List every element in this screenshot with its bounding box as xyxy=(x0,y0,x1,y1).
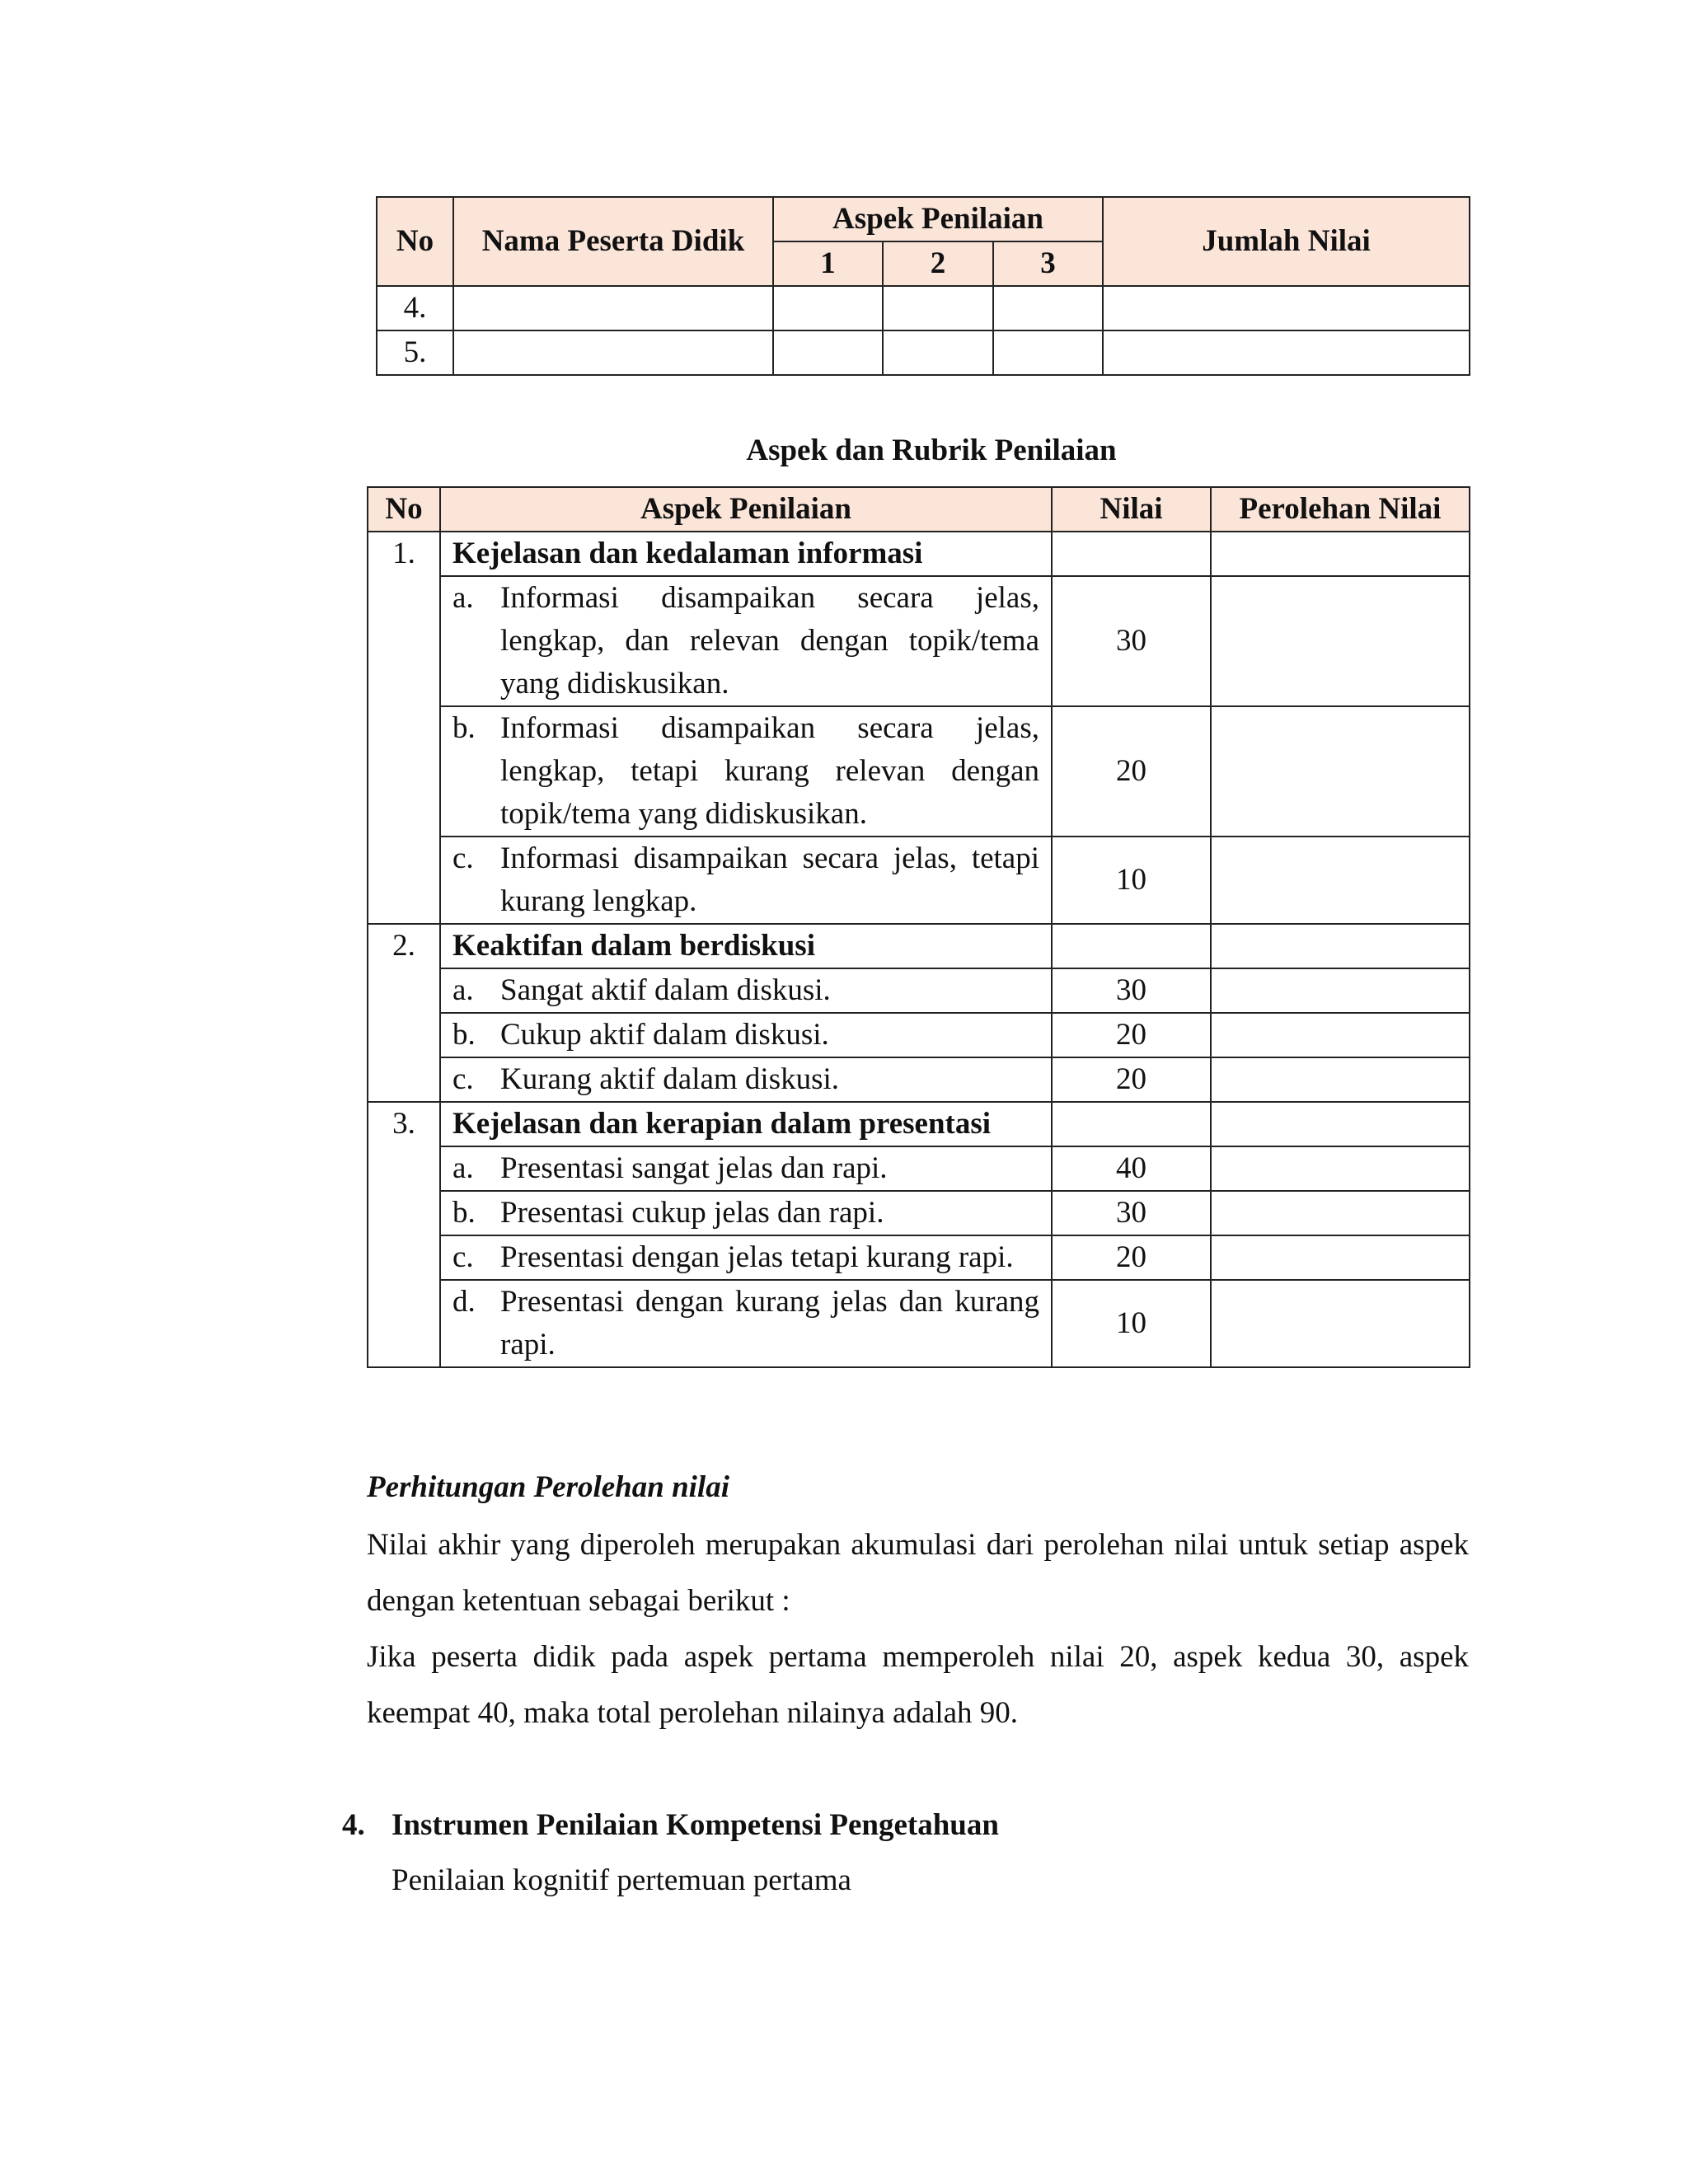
rubric-table xyxy=(367,486,1470,1368)
rubric-criterion xyxy=(440,1057,1052,1102)
score-header-no: No xyxy=(377,197,453,286)
score-cell xyxy=(993,330,1103,375)
section-subtext: Penilaian kognitif pertemuan pertama xyxy=(392,1863,851,1897)
score-cell xyxy=(993,286,1103,330)
criterion-letter: c. xyxy=(452,841,474,875)
rubric-cell xyxy=(1052,532,1211,576)
rubric-cell xyxy=(1211,1280,1470,1367)
rubric-cell xyxy=(1211,1146,1470,1191)
table-row xyxy=(368,837,1470,924)
rubric-header-aspek: Aspek Penilaian xyxy=(440,487,1052,532)
criterion-text: Presentasi cukup jelas dan rapi. xyxy=(500,1196,884,1230)
criterion-text: Presentasi dengan kurang jelas dan kurang rapi. xyxy=(500,1285,1039,1361)
score-header-aspek: Aspek Penilaian xyxy=(773,197,1103,241)
table-row xyxy=(368,706,1470,837)
section-heading xyxy=(342,1801,999,1850)
rubric-cell xyxy=(1211,837,1470,924)
score-cell xyxy=(773,286,883,330)
criterion-letter: c. xyxy=(452,1240,474,1274)
rubric-cell xyxy=(1211,532,1470,576)
score-header-jumlah: Jumlah Nilai xyxy=(1103,197,1470,286)
section-title: Instrumen Penilaian Kompetensi Pengetahuan xyxy=(392,1808,999,1842)
rubric-cell xyxy=(1052,1102,1211,1146)
calculation-paragraph: Nilai akhir yang diperoleh merupakan akumulasi dari perolehan nilai untuk setiap aspek dengan ketentuan sebagai berikut : xyxy=(367,1528,1469,1618)
criterion-letter: b. xyxy=(452,1018,476,1052)
rubric-cell xyxy=(1211,576,1470,706)
score-table xyxy=(376,196,1470,376)
score-row-no: 4. xyxy=(377,286,453,330)
criterion-text: Informasi disampaikan secara jelas, lengkap, dan relevan dengan topik/tema yang didiskusikan. xyxy=(500,581,1039,701)
table-row xyxy=(368,968,1470,1013)
criterion-nilai: 20 xyxy=(1052,1013,1211,1057)
rubric-cell xyxy=(1052,924,1211,968)
rubric-criterion xyxy=(440,1191,1052,1235)
rubric-title: Aspek dan Rubrik Penilaian xyxy=(746,434,1117,467)
rubric-criterion xyxy=(440,1235,1052,1280)
score-row-no: 5. xyxy=(377,330,453,375)
calculation-example: Jika peserta didik pada aspek pertama memperoleh nilai 20, aspek kedua 30, aspek keempat 40, maka total perolehan nilainya adalah 90. xyxy=(367,1640,1469,1730)
rubric-criterion xyxy=(440,706,1052,837)
table-row xyxy=(368,924,1470,968)
criterion-letter: c. xyxy=(452,1062,474,1096)
rubric-cell xyxy=(1211,706,1470,837)
rubric-criterion xyxy=(440,1146,1052,1191)
criterion-nilai: 30 xyxy=(1052,576,1211,706)
rubric-cell xyxy=(1211,924,1470,968)
rubric-header-no: No xyxy=(368,487,440,532)
table-row xyxy=(368,1102,1470,1146)
score-header-name: Nama Peserta Didik xyxy=(453,197,773,286)
criterion-nilai: 20 xyxy=(1052,1057,1211,1102)
table-row xyxy=(368,1191,1470,1235)
score-cell xyxy=(883,330,993,375)
criterion-text: Informasi disampaikan secara jelas, tetapi kurang lengkap. xyxy=(500,841,1039,918)
rubric-cell xyxy=(1211,1102,1470,1146)
rubric-group-title: Kejelasan dan kedalaman informasi xyxy=(440,532,1052,576)
rubric-group-no: 2. xyxy=(368,924,440,1102)
criterion-text: Kurang aktif dalam diskusi. xyxy=(500,1062,840,1096)
score-cell xyxy=(1103,330,1470,375)
table-row xyxy=(368,1280,1470,1367)
score-cell xyxy=(773,330,883,375)
rubric-criterion xyxy=(440,1013,1052,1057)
criterion-text: Sangat aktif dalam diskusi. xyxy=(500,973,831,1007)
score-cell xyxy=(883,286,993,330)
criterion-nilai: 20 xyxy=(1052,1235,1211,1280)
rubric-header-nilai: Nilai xyxy=(1052,487,1211,532)
criterion-nilai: 30 xyxy=(1052,1191,1211,1235)
rubric-cell xyxy=(1211,1013,1470,1057)
criterion-text: Presentasi dengan jelas tetapi kurang rapi. xyxy=(500,1240,1014,1274)
rubric-criterion xyxy=(440,576,1052,706)
table-row xyxy=(368,1146,1470,1191)
rubric-cell xyxy=(1211,1235,1470,1280)
rubric-group-no: 1. xyxy=(368,532,440,924)
section-number: 4. xyxy=(342,1808,365,1842)
score-cell xyxy=(453,286,773,330)
criterion-text: Presentasi sangat jelas dan rapi. xyxy=(500,1151,888,1185)
rubric-cell xyxy=(1211,1191,1470,1235)
table-row xyxy=(368,1057,1470,1102)
score-cell xyxy=(1103,286,1470,330)
criterion-nilai: 10 xyxy=(1052,1280,1211,1367)
criterion-text: Cukup aktif dalam diskusi. xyxy=(500,1018,829,1052)
rubric-criterion xyxy=(440,1280,1052,1367)
table-row xyxy=(377,330,1470,375)
score-cell xyxy=(453,330,773,375)
criterion-nilai: 10 xyxy=(1052,837,1211,924)
rubric-cell xyxy=(1211,968,1470,1013)
criterion-nilai: 30 xyxy=(1052,968,1211,1013)
criterion-letter: a. xyxy=(452,973,474,1007)
table-row xyxy=(368,576,1470,706)
rubric-group-title: Kejelasan dan kerapian dalam presentasi xyxy=(440,1102,1052,1146)
criterion-letter: a. xyxy=(452,1151,474,1185)
calculation-heading: Perhitungan Perolehan nilai xyxy=(367,1470,729,1504)
table-row xyxy=(368,1235,1470,1280)
table-row xyxy=(368,1013,1470,1057)
score-header-aspek-1: 1 xyxy=(773,241,883,286)
criterion-nilai: 20 xyxy=(1052,706,1211,837)
criterion-text: Informasi disampaikan secara jelas, lengkap, tetapi kurang relevan dengan topik/tema yang didiskusikan. xyxy=(500,711,1039,831)
rubric-group-title: Keaktifan dalam berdiskusi xyxy=(440,924,1052,968)
criterion-nilai: 40 xyxy=(1052,1146,1211,1191)
rubric-group-no: 3. xyxy=(368,1102,440,1367)
criterion-letter: d. xyxy=(452,1285,476,1319)
table-row xyxy=(368,532,1470,576)
criterion-letter: b. xyxy=(452,1196,476,1230)
rubric-header-perolehan: Perolehan Nilai xyxy=(1211,487,1470,532)
score-header-aspek-3: 3 xyxy=(993,241,1103,286)
rubric-criterion xyxy=(440,837,1052,924)
rubric-cell xyxy=(1211,1057,1470,1102)
criterion-letter: a. xyxy=(452,581,474,615)
rubric-criterion xyxy=(440,968,1052,1013)
table-row xyxy=(377,286,1470,330)
criterion-letter: b. xyxy=(452,711,476,745)
score-header-aspek-2: 2 xyxy=(883,241,993,286)
